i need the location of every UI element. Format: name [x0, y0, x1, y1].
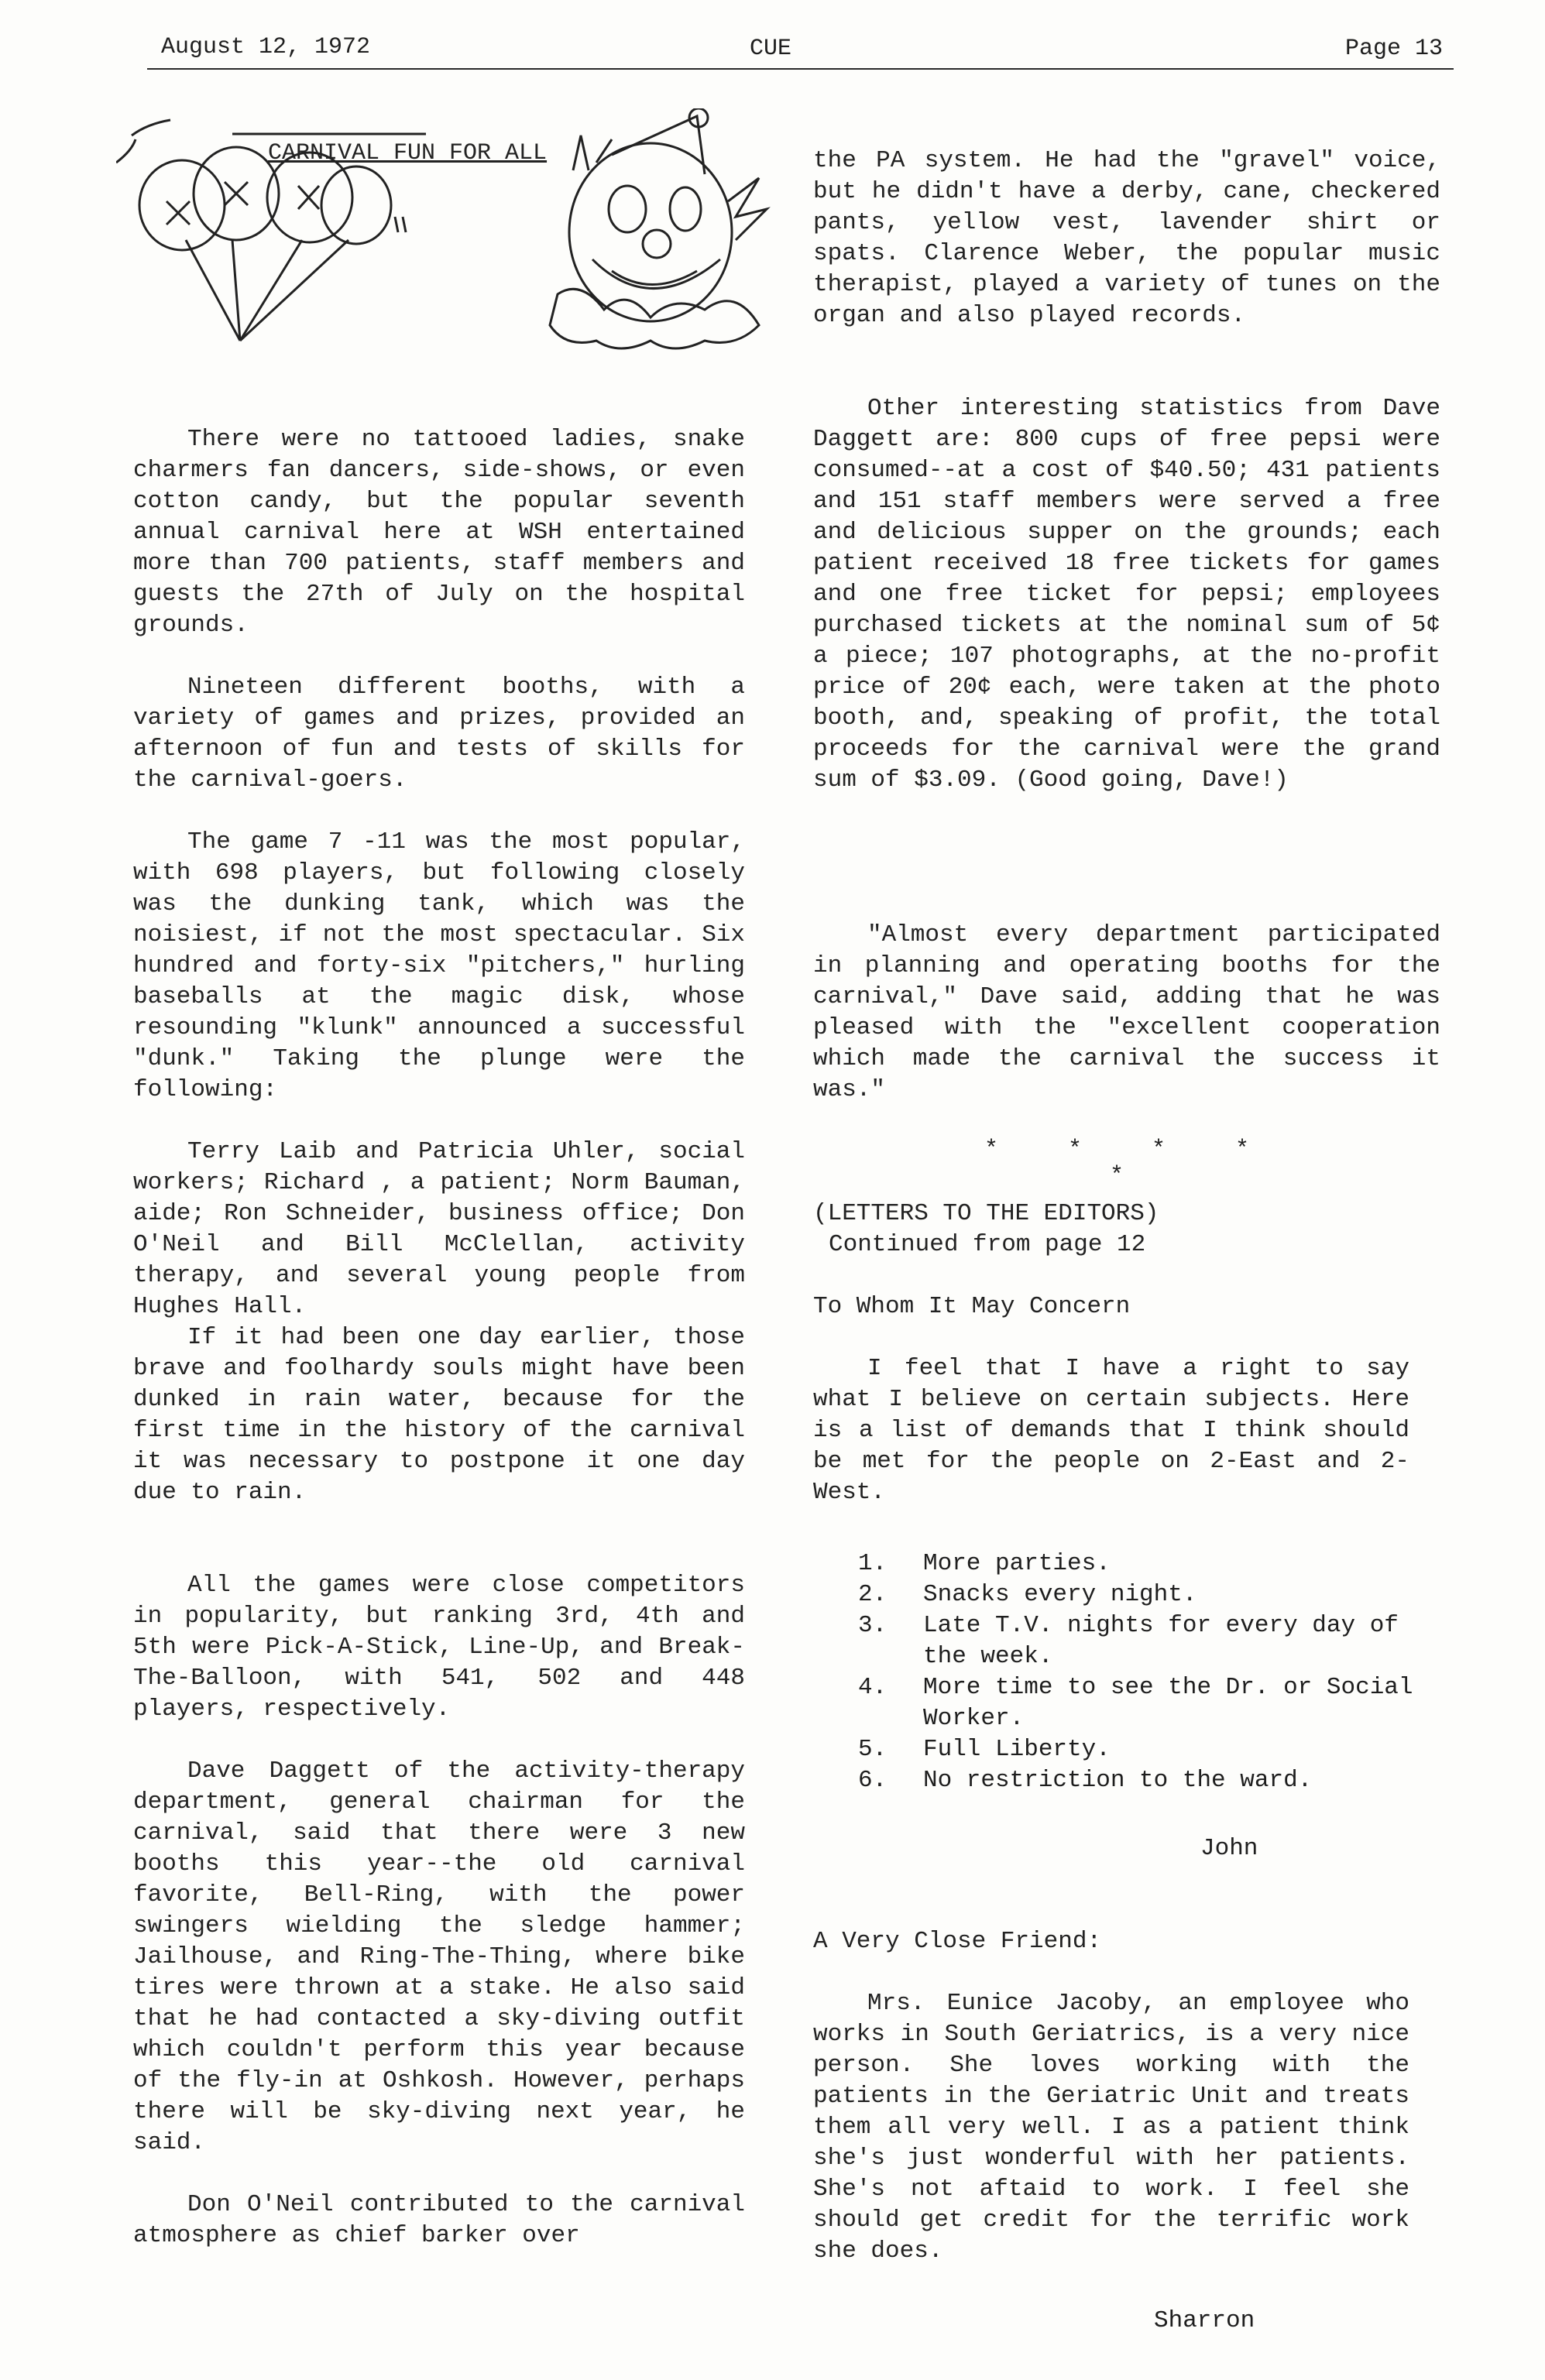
issue-date: August 12, 1972: [161, 34, 371, 60]
letter2-body: Mrs. Eunice Jacoby, an employee who works in South Geriatrics, is a very nice person. She loves working with the patients in the Geriatric Unit and treats them all very well. I as a patient think she's just wonderful with her patients. She's not aftaid to work. I feel she should get credit for the terrific work she does.: [813, 1990, 1409, 2265]
list-item: [815, 1579, 1450, 1610]
page-number: Page 13: [1344, 36, 1443, 62]
letter1-signature: John: [1200, 1835, 1258, 1862]
list-item-text: More time to see the Dr. or Social Worker.: [923, 1674, 1413, 1732]
letter2-heading: A Very Close Friend:: [813, 1928, 1102, 1955]
quote-paragraph: "Almost every department participated in planning and operating booths for the carnival," Dave said, adding that he was pleased with the "excellent cooperation which made the carnival the success it was.": [813, 921, 1440, 1103]
article-paragraph-8: Don O'Neil contributed to the carnival atmosphere as chief barker over: [133, 2191, 745, 2249]
list-item-text: Snacks every night.: [923, 1581, 1197, 1608]
article-paragraph-3: The game 7 -11 was the most popular, with 698 players, but following closely was the dunking tank, which was the noisiest, if not the most spectacular. Six hundred and forty-six "pitchers," hurling baseballs at the magic disk, whose resounding "klunk" announced a successful "dunk." Taking the plunge were the following:: [133, 828, 745, 1103]
list-item: [815, 1765, 1450, 1796]
list-item-number: 5.: [858, 1736, 888, 1763]
list-item: [815, 1672, 1450, 1734]
list-item-number: 1.: [858, 1550, 888, 1577]
list-item: [815, 1548, 1450, 1579]
header-divider: [147, 68, 1454, 70]
demands-list: [815, 1548, 1450, 1796]
article-paragraph-7: Dave Daggett of the activity-therapy department, general chairman for the carnival, said that there were 3 new booths this year--the old carnival favorite, Bell-Ring, with the power swingers wielding the sledge hammer; Jailhouse, and Ring-The-Thing, where bike tires were thrown at a stake. He also said that he had contacted a sky-diving outfit which couldn't perform this year because of the fly-in at Oshkosh. However, perhaps there will be sky-diving next year, he said.: [133, 1758, 745, 2156]
article-paragraph-5: If it had been one day earlier, those brave and foolhardy souls might have been dunked in rain water, because for the first time in the history of the carnival it was necessary to postpone it one day due to rain.: [133, 1324, 745, 1506]
list-item-number: 3.: [858, 1612, 888, 1639]
list-item-number: 4.: [858, 1674, 888, 1701]
article-paragraph-6: All the games were close competitors in popularity, but ranking 3rd, 4th and 5th were Pick-A-Stick, Line-Up, and Break-The-Balloon, with 541, 502 and 448 players, respectively.: [133, 1572, 745, 1723]
list-item-text: No restriction to the ward.: [923, 1767, 1313, 1794]
carnival-illustration: [116, 108, 790, 418]
article-paragraph-1: There were no tattooed ladies, snake charmers fan dancers, side-shows, or even cotton candy, but the popular seventh annual carnival here at WSH entertained more than 700 patients, staff members and guests the 27th of July on the hospital grounds.: [133, 426, 745, 639]
letter1-body: I feel that I have a right to say what I believe on certain subjects. Here is a list of demands that I think should be met for the people on 2-East and 2-West.: [813, 1355, 1409, 1506]
illustration-title: CARNIVAL FUN FOR ALL: [268, 140, 548, 166]
letter2-signature: Sharron: [1154, 2307, 1255, 2334]
letters-continued-note: Continued from page 12: [829, 1231, 1146, 1258]
newsletter-name: CUE: [750, 36, 792, 62]
clown-face-icon: [550, 108, 767, 348]
article-paragraph-4: Terry Laib and Patricia Uhler, social workers; Richard , a patient; Norm Bauman, aide; Ron Schneider, business office; Don O'Neil and Bill McClellan, activity therapy, and several young people from Hughes Hall.: [133, 1138, 745, 1320]
letters-heading: (LETTERS TO THE EDITORS): [813, 1200, 1159, 1227]
article-continuation: the PA system. He had the "gravel" voice, but he didn't have a derby, cane, checkered pants, yellow vest, lavender shirt or spats. Clarence Weber, the popular music therapist, played a variety of tunes on the organ and also played records.: [813, 147, 1440, 329]
list-item-number: 6.: [858, 1767, 888, 1794]
list-item-text: More parties.: [923, 1550, 1111, 1577]
list-item-text: Full Liberty.: [923, 1736, 1111, 1763]
list-item: [815, 1610, 1450, 1672]
section-divider-stars: * * * * *: [984, 1137, 1278, 1189]
list-item-text: Late T.V. nights for every day of the week.: [923, 1612, 1399, 1670]
page-header: [161, 29, 1451, 71]
article-paragraph-2: Nineteen different booths, with a variety of games and prizes, provided an afternoon of fun and tests of skills for the carnival-goers.: [133, 674, 745, 794]
list-item: [815, 1734, 1450, 1765]
letter1-salutation: To Whom It May Concern: [813, 1293, 1131, 1320]
statistics-paragraph: Other interesting statistics from Dave Daggett are: 800 cups of free pepsi were consumed--at a cost of $40.50; 431 patients and 151 staff members were served a free and delicious supper on the grounds; each patient received 18 free tickets for games and one free ticket for pepsi; employees purchased tickets at the nominal sum of 5¢ a piece; 107 photographs, at the no-profit price of 20¢ each, were taken at the photo booth, and, speaking of profit, the total proceeds for the carnival were the grand sum of $3.09. (Good going, Dave!): [813, 395, 1440, 794]
list-item-number: 2.: [858, 1581, 888, 1608]
